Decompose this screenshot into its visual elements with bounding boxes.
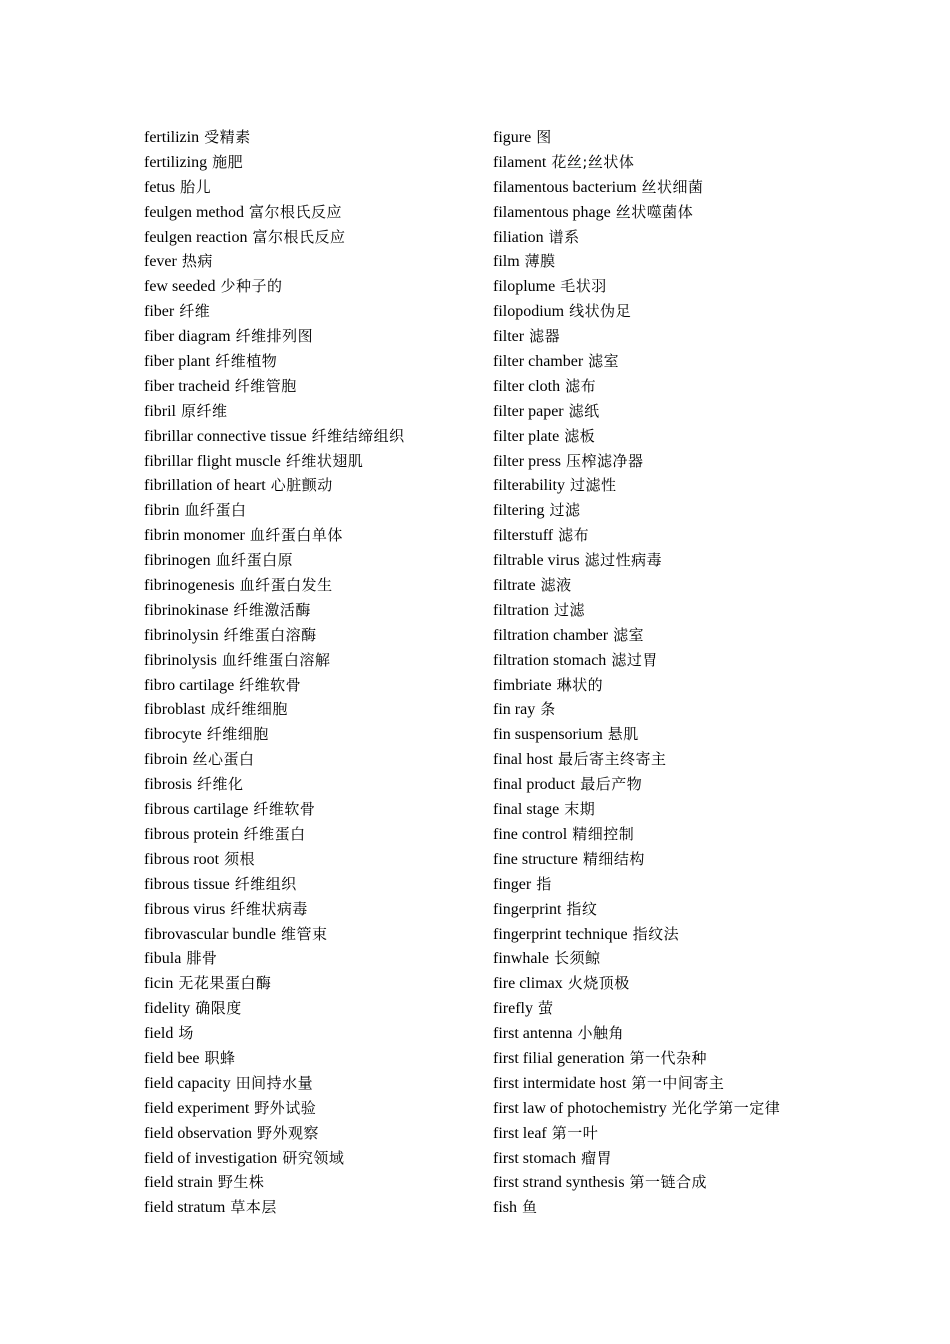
glossary-entry xyxy=(144,299,484,324)
entry-meaning: 纤维蛋白溶酶 xyxy=(223,625,317,644)
glossary-entry xyxy=(493,822,923,847)
entry-meaning: 小触角 xyxy=(577,1024,625,1043)
entry-term: fibrocyte xyxy=(144,726,202,744)
entry-term: fingerprint xyxy=(493,900,562,918)
entry-meaning: 指 xyxy=(536,874,552,893)
entry-meaning: 纤维蛋白 xyxy=(243,824,306,843)
glossary-entry xyxy=(493,299,923,324)
entry-term: fimbriate xyxy=(493,676,552,694)
entry-meaning: 薄膜 xyxy=(524,252,556,271)
glossary-entry xyxy=(493,1096,923,1121)
entry-meaning: 滤过性病毒 xyxy=(584,551,663,570)
entry-term: feulgen reaction xyxy=(144,228,248,246)
entry-term: film xyxy=(493,253,520,271)
glossary-entry xyxy=(144,598,484,623)
entry-meaning: 纤维排列图 xyxy=(235,327,314,346)
entry-meaning: 指纹 xyxy=(566,899,598,918)
glossary-entry xyxy=(493,996,923,1021)
entry-term: first leaf xyxy=(493,1124,547,1142)
entry-meaning: 心脏颤动 xyxy=(270,476,333,495)
entry-meaning: 血纤维蛋白溶解 xyxy=(221,650,331,669)
entry-term: fibrinokinase xyxy=(144,601,229,619)
entry-term: final host xyxy=(493,751,553,769)
glossary-entry xyxy=(493,374,923,399)
glossary-entry xyxy=(493,772,923,797)
entry-term: fiber plant xyxy=(144,353,211,371)
glossary-entry xyxy=(144,473,484,498)
entry-term: fibrinogenesis xyxy=(144,577,235,595)
entry-meaning: 谱系 xyxy=(548,227,580,246)
entry-meaning: 瘤胃 xyxy=(581,1148,613,1167)
entry-meaning: 职蜂 xyxy=(204,1048,236,1067)
glossary-entry xyxy=(493,623,923,648)
glossary-entry xyxy=(144,847,484,872)
entry-meaning: 纤维激活酶 xyxy=(233,600,311,619)
glossary-entry xyxy=(144,175,484,200)
entry-term: fibrous tissue xyxy=(144,875,230,893)
glossary-entry xyxy=(144,249,484,274)
glossary-entry xyxy=(493,1071,923,1096)
entry-meaning: 光化学第一定律 xyxy=(671,1098,781,1117)
entry-term: fibrous protein xyxy=(144,825,239,843)
entry-term: fever xyxy=(144,253,177,271)
entry-term: filamentous bacterium xyxy=(493,178,637,196)
entry-meaning: 指纹法 xyxy=(632,924,680,943)
glossary-entry xyxy=(493,324,923,349)
glossary-entry xyxy=(144,772,484,797)
entry-meaning: 滤布 xyxy=(558,526,590,545)
glossary-entry xyxy=(493,747,923,772)
entry-meaning: 成纤维细胞 xyxy=(210,700,288,719)
entry-term: final stage xyxy=(493,801,560,819)
glossary-entry xyxy=(493,897,923,922)
entry-term: feulgen method xyxy=(144,203,244,221)
glossary-entry xyxy=(493,648,923,673)
entry-term: field capacity xyxy=(144,1074,231,1092)
entry-term: filter paper xyxy=(493,402,564,420)
entry-term: fibrous cartilage xyxy=(144,801,249,819)
glossary-entry xyxy=(144,722,484,747)
entry-meaning: 最后产物 xyxy=(580,775,643,794)
glossary-entry xyxy=(144,573,484,598)
glossary-entry xyxy=(144,946,484,971)
entry-meaning: 图 xyxy=(536,128,552,146)
entry-meaning: 第一代杂种 xyxy=(629,1048,708,1067)
entry-meaning: 萤 xyxy=(537,999,554,1018)
entry-meaning: 无花果蛋白酶 xyxy=(178,974,272,993)
glossary-entry xyxy=(144,971,484,996)
entry-term: fibrin monomer xyxy=(144,527,245,545)
entry-term: fibrin xyxy=(144,502,180,520)
glossary-entry xyxy=(144,150,484,175)
entry-meaning: 野生株 xyxy=(217,1173,265,1192)
glossary-entry xyxy=(144,349,484,374)
glossary-entry xyxy=(493,1046,923,1071)
entry-meaning: 纤维组织 xyxy=(234,874,297,893)
glossary-entry xyxy=(144,1195,484,1220)
glossary-entry xyxy=(144,125,484,150)
entry-term: fibrillar flight muscle xyxy=(144,452,281,470)
entry-term: fingerprint technique xyxy=(493,925,628,943)
entry-term: field observation xyxy=(144,1124,252,1142)
glossary-entry xyxy=(493,971,923,996)
right-glossary-column xyxy=(493,125,923,1220)
entry-term: fiber diagram xyxy=(144,328,231,346)
glossary-entry xyxy=(493,225,923,250)
glossary-entry xyxy=(144,996,484,1021)
glossary-entry xyxy=(493,946,923,971)
glossary-entry xyxy=(493,399,923,424)
entry-term: fibro cartilage xyxy=(144,676,235,694)
entry-meaning: 富尔根氏反应 xyxy=(248,202,342,221)
glossary-entry xyxy=(144,399,484,424)
entry-meaning: 胎儿 xyxy=(180,177,212,196)
entry-meaning: 末期 xyxy=(564,800,596,819)
glossary-entry xyxy=(493,1146,923,1171)
entry-term: fibrinolysin xyxy=(144,626,219,644)
glossary-entry xyxy=(493,1121,923,1146)
entry-meaning: 血纤蛋白单体 xyxy=(249,526,343,545)
entry-term: filtering xyxy=(493,502,545,520)
glossary-entry xyxy=(144,623,484,648)
entry-meaning: 滤布 xyxy=(565,376,597,395)
entry-meaning: 热病 xyxy=(181,252,213,271)
entry-meaning: 第一链合成 xyxy=(629,1173,708,1192)
entry-term: fish xyxy=(493,1199,517,1217)
entry-term: first intermidate host xyxy=(493,1074,627,1092)
entry-meaning: 滤纸 xyxy=(568,401,600,420)
entry-meaning: 第一中间寄主 xyxy=(631,1073,725,1092)
entry-meaning: 过滤性 xyxy=(569,476,617,495)
entry-term: filtrate xyxy=(493,577,536,595)
entry-meaning: 草本层 xyxy=(230,1198,277,1217)
entry-term: fin suspensorium xyxy=(493,726,603,744)
entry-term: filterstuff xyxy=(493,527,554,545)
glossary-entry xyxy=(493,573,923,598)
entry-term: fiber tracheid xyxy=(144,377,230,395)
entry-term: filtration stomach xyxy=(493,651,607,669)
glossary-entry xyxy=(144,922,484,947)
glossary-entry xyxy=(493,673,923,698)
entry-meaning: 纤维状翅肌 xyxy=(285,451,364,470)
entry-meaning: 血纤蛋白发生 xyxy=(239,576,333,595)
glossary-entry xyxy=(144,897,484,922)
glossary-entry xyxy=(493,722,923,747)
entry-term: finger xyxy=(493,875,532,893)
entry-meaning: 条 xyxy=(540,700,556,719)
entry-term: fin ray xyxy=(493,701,536,719)
glossary-entry xyxy=(144,1146,484,1171)
entry-term: first antenna xyxy=(493,1025,573,1043)
glossary-entry xyxy=(144,697,484,722)
glossary-entry xyxy=(144,797,484,822)
glossary-entry xyxy=(493,1021,923,1046)
glossary-entry xyxy=(493,797,923,822)
glossary-entry xyxy=(144,374,484,399)
entry-meaning: 须根 xyxy=(224,849,256,868)
entry-term: field experiment xyxy=(144,1099,250,1117)
entry-term: few seeded xyxy=(144,278,216,296)
entry-meaning: 过滤 xyxy=(553,600,585,619)
entry-meaning: 滤室 xyxy=(613,625,645,644)
entry-meaning: 滤板 xyxy=(564,426,596,445)
glossary-entry xyxy=(144,200,484,225)
entry-meaning: 精细结构 xyxy=(582,849,645,868)
entry-term: fibrinolysis xyxy=(144,651,217,669)
entry-term: fire climax xyxy=(493,975,563,993)
entry-meaning: 腓骨 xyxy=(186,949,218,968)
entry-term: fibril xyxy=(144,402,176,420)
entry-term: firefly xyxy=(493,1000,533,1018)
glossary-entry xyxy=(493,847,923,872)
glossary-entry xyxy=(493,150,923,175)
entry-term: filopodium xyxy=(493,303,565,321)
entry-meaning: 滤器 xyxy=(529,327,561,346)
entry-meaning: 纤维管胞 xyxy=(234,376,297,395)
glossary-entry xyxy=(493,125,923,150)
entry-meaning: 维管束 xyxy=(280,924,328,943)
entry-meaning: 滤室 xyxy=(588,352,620,371)
entry-term: filamentous phage xyxy=(493,203,611,221)
entry-meaning: 野外观察 xyxy=(256,1123,319,1142)
entry-term: fidelity xyxy=(144,1000,191,1018)
entry-term: field of investigation xyxy=(144,1149,278,1167)
entry-meaning: 火烧顶极 xyxy=(567,974,630,993)
glossary-entry xyxy=(144,523,484,548)
glossary-entry xyxy=(144,1021,484,1046)
entry-meaning: 纤维软骨 xyxy=(239,675,302,694)
entry-meaning: 丝状细菌 xyxy=(641,177,704,196)
entry-meaning: 丝心蛋白 xyxy=(192,750,255,769)
entry-meaning: 琳状的 xyxy=(556,675,604,694)
entry-meaning: 血纤蛋白 xyxy=(184,501,247,520)
entry-term: field xyxy=(144,1025,174,1043)
entry-meaning: 原纤维 xyxy=(181,401,228,420)
glossary-entry xyxy=(493,872,923,897)
glossary-entry xyxy=(493,473,923,498)
entry-term: fertilizing xyxy=(144,153,208,171)
entry-meaning: 鱼 xyxy=(522,1198,538,1217)
glossary-entry xyxy=(144,822,484,847)
entry-meaning: 纤维 xyxy=(179,302,211,321)
entry-term: field bee xyxy=(144,1049,200,1067)
entry-meaning: 纤维状病毒 xyxy=(230,899,308,918)
entry-term: fiber xyxy=(144,303,175,321)
glossary-entry xyxy=(493,548,923,573)
entry-term: first strand synthesis xyxy=(493,1174,625,1192)
entry-term: fibroin xyxy=(144,751,188,769)
entry-term: first stomach xyxy=(493,1149,577,1167)
entry-meaning: 富尔根氏反应 xyxy=(252,227,346,246)
glossary-entry xyxy=(144,1121,484,1146)
entry-meaning: 压榨滤净器 xyxy=(565,451,644,470)
entry-term: filtrable virus xyxy=(493,552,580,570)
glossary-entry xyxy=(493,249,923,274)
entry-term: field stratum xyxy=(144,1199,226,1217)
entry-term: field strain xyxy=(144,1174,213,1192)
entry-term: figure xyxy=(493,129,532,146)
entry-meaning: 纤维植物 xyxy=(215,352,278,371)
glossary-entry xyxy=(493,598,923,623)
glossary-entry xyxy=(144,1096,484,1121)
entry-term: filter xyxy=(493,328,525,346)
entry-meaning: 第一叶 xyxy=(551,1123,599,1142)
entry-term: filtration xyxy=(493,601,549,619)
entry-meaning: 花丝;丝状体 xyxy=(551,152,635,171)
entry-meaning: 精细控制 xyxy=(572,824,635,843)
entry-term: fetus xyxy=(144,178,176,196)
glossary-entry xyxy=(493,523,923,548)
entry-term: fibula xyxy=(144,950,182,968)
glossary-entry xyxy=(144,274,484,299)
entry-term: fibrillar connective tissue xyxy=(144,427,307,445)
entry-term: first law of photochemistry xyxy=(493,1099,667,1117)
entry-meaning: 血纤蛋白原 xyxy=(215,551,294,570)
glossary-entry xyxy=(493,498,923,523)
entry-meaning: 纤维软骨 xyxy=(253,800,316,819)
entry-meaning: 场 xyxy=(178,1024,194,1043)
glossary-entry xyxy=(144,449,484,474)
glossary-entry xyxy=(144,872,484,897)
glossary-entry xyxy=(144,498,484,523)
glossary-entry xyxy=(493,697,923,722)
glossary-entry xyxy=(144,225,484,250)
glossary-entry xyxy=(493,449,923,474)
entry-meaning: 纤维细胞 xyxy=(206,725,269,744)
entry-term: fibrous virus xyxy=(144,900,226,918)
entry-term: fertilizin xyxy=(144,129,200,146)
entry-term: filoplume xyxy=(493,278,556,296)
entry-meaning: 纤维化 xyxy=(197,775,244,794)
entry-meaning: 线状伪足 xyxy=(569,302,632,321)
entry-term: filament xyxy=(493,153,547,171)
glossary-entry xyxy=(493,274,923,299)
entry-meaning: 受精素 xyxy=(204,128,251,146)
entry-term: filiation xyxy=(493,228,544,246)
entry-term: filter cloth xyxy=(493,377,561,395)
entry-term: fibrous root xyxy=(144,850,220,868)
glossary-entry xyxy=(144,747,484,772)
entry-term: filter plate xyxy=(493,427,560,445)
glossary-entry xyxy=(493,922,923,947)
entry-meaning: 野外试验 xyxy=(254,1098,317,1117)
glossary-entry xyxy=(144,1046,484,1071)
entry-meaning: 滤过胃 xyxy=(611,650,658,669)
entry-term: fibrinogen xyxy=(144,552,211,570)
entry-term: filter chamber xyxy=(493,353,584,371)
entry-meaning: 丝状噬菌体 xyxy=(615,202,694,221)
glossary-entry xyxy=(493,175,923,200)
entry-meaning: 滤液 xyxy=(540,576,572,595)
glossary-entry xyxy=(493,200,923,225)
entry-term: fibrosis xyxy=(144,776,192,794)
glossary-entry xyxy=(144,1071,484,1096)
entry-meaning: 田间持水量 xyxy=(235,1073,314,1092)
entry-meaning: 悬肌 xyxy=(607,725,639,744)
entry-term: fine control xyxy=(493,825,568,843)
entry-meaning: 施肥 xyxy=(212,152,244,171)
entry-term: fine structure xyxy=(493,850,578,868)
entry-term: fibrillation of heart xyxy=(144,477,266,495)
entry-meaning: 最后寄主终寄主 xyxy=(558,750,667,769)
glossary-entry xyxy=(493,1170,923,1195)
entry-term: final product xyxy=(493,776,576,794)
entry-meaning: 确限度 xyxy=(195,999,242,1018)
entry-term: fibroblast xyxy=(144,701,206,719)
entry-meaning: 长须鲸 xyxy=(553,949,601,968)
entry-term: fibrovascular bundle xyxy=(144,925,276,943)
entry-term: filtration chamber xyxy=(493,626,609,644)
glossary-entry xyxy=(493,1195,923,1220)
entry-meaning: 研究领域 xyxy=(282,1148,345,1167)
glossary-entry xyxy=(493,424,923,449)
entry-meaning: 纤维结缔组织 xyxy=(311,426,405,445)
entry-term: filter press xyxy=(493,452,561,470)
entry-meaning: 少种子的 xyxy=(220,277,283,296)
glossary-entry xyxy=(144,324,484,349)
entry-term: finwhale xyxy=(493,950,549,968)
glossary-entry xyxy=(144,548,484,573)
left-glossary-column xyxy=(144,125,484,1220)
entry-meaning: 毛状羽 xyxy=(560,277,607,296)
entry-term: filterability xyxy=(493,477,565,495)
glossary-entry xyxy=(144,1170,484,1195)
glossary-entry xyxy=(144,648,484,673)
entry-term: ficin xyxy=(144,975,174,993)
glossary-entry xyxy=(144,673,484,698)
entry-meaning: 过滤 xyxy=(549,501,581,520)
glossary-entry xyxy=(144,424,484,449)
entry-term: first filial generation xyxy=(493,1049,625,1067)
glossary-entry xyxy=(493,349,923,374)
